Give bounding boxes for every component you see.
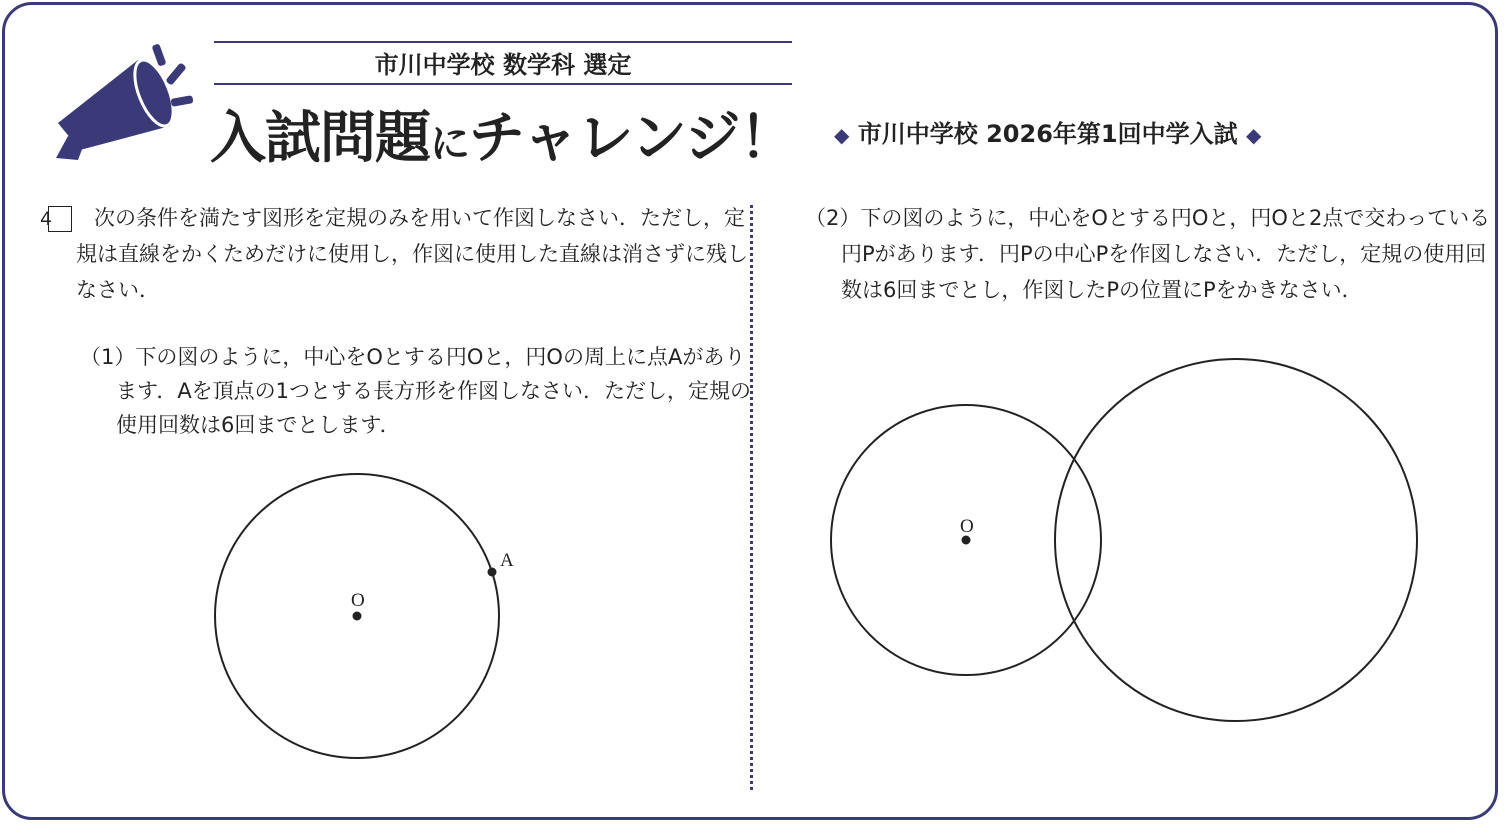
subquestion-2-text: 下の図のように，中心をOとする円Oと，円Oと2点で交わっている円Pがあります．円Pの中心Pを作図しなさい．ただし，定規の使用回数は6回までとし，作図したPの位置にPをかきなさい． [841,206,1491,302]
title-part2: に [430,121,469,167]
figure-1 [215,474,514,758]
subquestion-1-label: （1） [80,345,136,369]
subtitle: 市川中学校 数学科 選定 [374,51,632,79]
diamond-icon: ◆ [834,123,850,147]
title-part3: チャレンジ！ [469,106,795,171]
subquestion-2-label: （2） [805,206,861,230]
center-label: O [351,590,365,611]
subquestion-1-text: 下の図のように，中心をOとする円Oと，円Oの周上に点Aがあります．Aを頂点の1つとする長方形を作図しなさい．ただし，定規の使用回数は6回までとします． [116,345,752,437]
figure-2 [831,359,1417,721]
point-a-label: A [500,550,514,571]
diamond-icon: ◆ [1245,123,1262,147]
problem-number: 4 [48,206,72,232]
circle-p [1055,359,1417,721]
center-point [353,612,362,621]
title-part1: 入試問題 [210,106,430,171]
center-label: O [960,516,974,537]
problem-intro-text: 次の条件を満たす図形を定規のみを用いて作図しなさい．ただし，定規は直線をかくためだけに使用し，作図に使用した直線は消さずに残しなさい． [76,206,748,302]
exam-label-text: 市川中学校 2026年第1回中学入試 [857,120,1238,148]
point-a [488,568,497,577]
